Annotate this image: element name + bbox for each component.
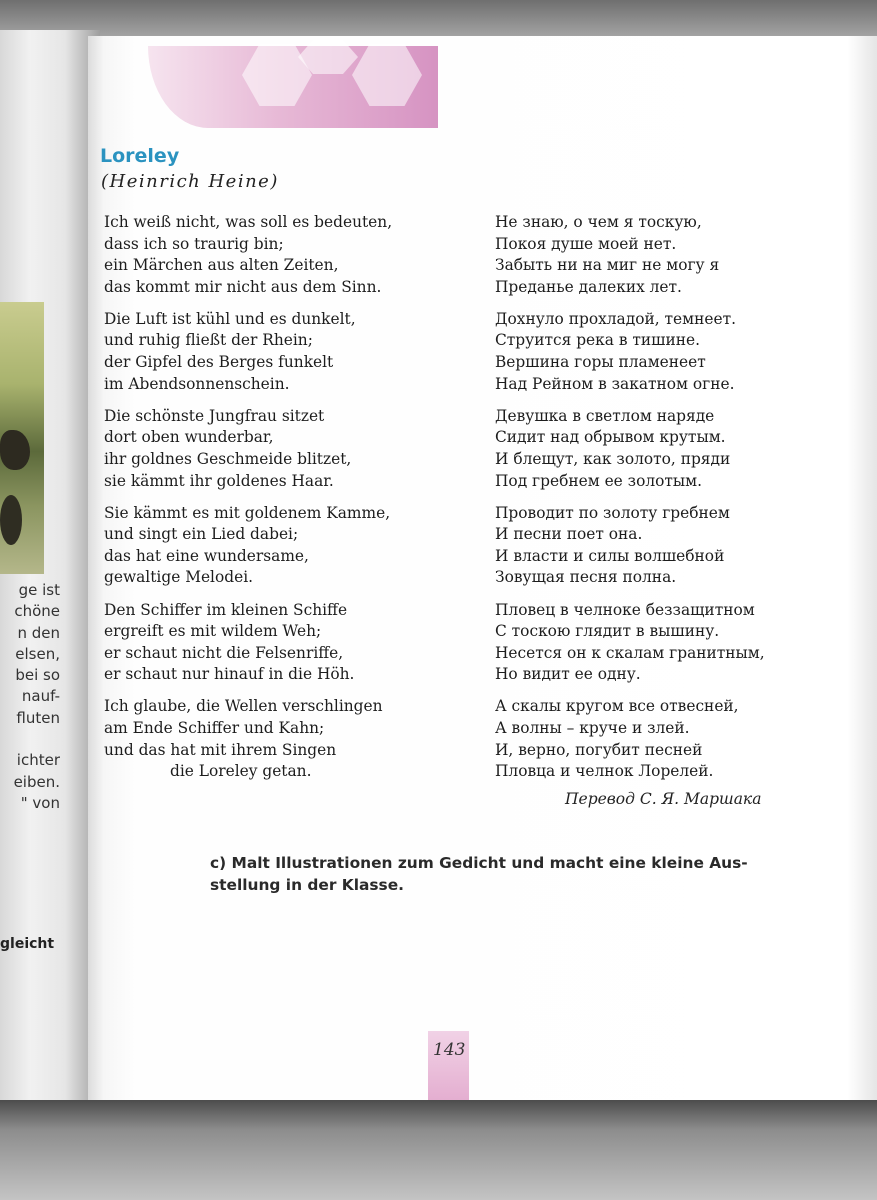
german-poem-line: Sie kämmt es mit goldenem Kamme, — [104, 503, 391, 522]
german-poem-line: dort oben wunderbar, — [104, 428, 274, 447]
left-illustration-bird-2 — [0, 495, 22, 545]
german-poem-line: am Ende Schiffer und Kahn; — [104, 718, 325, 737]
russian-poem-line: И блещут, как золото, пряди — [495, 449, 731, 468]
task-line-2: stellung in der Klasse. — [210, 876, 404, 894]
russian-poem-line: Под гребнем ее золотым. — [495, 471, 703, 490]
german-poem-line: im Abendsonnenschein. — [104, 374, 290, 393]
german-stanza — [104, 309, 464, 395]
german-poem-line: ergreift es mit wildem Weh; — [104, 622, 322, 641]
german-poem-line: Ich weiß nicht, was soll es bedeuten, — [104, 213, 393, 231]
russian-poem-line: Девушка в светлом наряде — [495, 406, 715, 425]
russian-poem-line: А волны – круче и злей. — [495, 718, 690, 737]
scan-bottom-edge — [0, 1100, 877, 1200]
left-page-fragment-line: fluten — [16, 708, 60, 727]
russian-stanza — [495, 309, 795, 395]
russian-poem-line: Пловца и челнок Лорелей. — [495, 762, 714, 781]
left-page-fragment-line: elsen, — [15, 644, 60, 663]
task-c — [210, 852, 802, 896]
russian-stanza — [495, 600, 795, 686]
german-stanza — [104, 406, 464, 492]
left-page-bold-word: gleicht — [0, 936, 55, 952]
russian-poem-column — [495, 212, 795, 793]
scan-top-edge — [0, 0, 877, 40]
german-poem-line: und ruhig fließt der Rhein; — [104, 331, 313, 350]
russian-poem-line: Проводит по золоту гребнем — [495, 503, 730, 522]
german-poem-line: sie kämmt ihr goldenes Haar. — [104, 471, 334, 490]
russian-poem-line: И власти и силы волшебной — [495, 546, 725, 565]
left-page-fragment-line: n den — [17, 623, 60, 642]
russian-poem-line: Не знаю, о чем я тоскую, — [495, 213, 702, 231]
left-illustration-bird — [0, 430, 30, 470]
german-poem-line: das kommt mir nicht aus dem Sinn. — [104, 277, 382, 296]
russian-stanza — [495, 696, 795, 782]
left-page-fragment-line: nauf- — [21, 687, 60, 706]
left-page-fragment-line: chöne — [14, 602, 60, 621]
left-page-fragment-line: ichter — [16, 751, 60, 770]
russian-poem-line: А скалы кругом все отвесней, — [495, 697, 739, 716]
poem-title: Loreley — [100, 145, 180, 167]
german-poem-line: ein Märchen aus alten Zeiten, — [104, 256, 339, 275]
german-poem-line: Die Luft ist kühl und es dunkelt, — [104, 309, 356, 328]
german-poem-line: die Loreley getan. — [170, 762, 312, 781]
russian-poem-line: Дохнуло прохладой, темнеет. — [495, 309, 736, 328]
russian-poem-line: Сидит над обрывом крутым. — [495, 428, 726, 447]
russian-poem-line: И, верно, погубит песней — [495, 740, 703, 759]
left-page-fragment-line: bei so — [15, 666, 60, 685]
russian-poem-line: Покоя душе моей нет. — [495, 234, 677, 253]
left-page-fragment-line — [0, 729, 60, 750]
russian-stanza — [495, 503, 795, 589]
russian-poem-line: Над Рейном в закатном огне. — [495, 374, 735, 393]
german-poem-line: das hat eine wundersame, — [104, 546, 309, 565]
german-poem-line: der Gipfel des Berges funkelt — [104, 353, 334, 372]
german-stanza — [104, 696, 464, 782]
german-poem-line: dass ich so traurig bin; — [104, 234, 284, 253]
page-number: 143 — [433, 1040, 466, 1060]
page-shadow — [847, 36, 877, 1104]
russian-poem-line: Несется он к скалам гранитным, — [495, 643, 765, 662]
german-poem-line: er schaut nicht die Felsenriffe, — [104, 643, 344, 662]
russian-stanza — [495, 212, 795, 298]
russian-poem-line: И песни поет она. — [495, 525, 643, 544]
german-stanza — [104, 212, 464, 298]
german-poem-line: er schaut nur hinauf in die Höh. — [104, 665, 355, 684]
german-poem-column — [104, 212, 464, 793]
left-page-fragment-line: eiben. — [13, 772, 60, 791]
russian-poem-line: Преданье далеких лет. — [495, 277, 682, 296]
translator-credit: Перевод С. Я. Маршака — [565, 790, 762, 808]
german-stanza — [104, 503, 464, 589]
russian-stanza — [495, 406, 795, 492]
russian-poem-line: Вершина горы пламенеет — [495, 353, 706, 372]
left-page-fragment-line: " von — [20, 793, 60, 812]
german-poem-line: ihr goldnes Geschmeide blitzet, — [104, 449, 352, 468]
russian-poem-line: Но видит ее одну. — [495, 665, 641, 684]
task-line-1: c) Malt Illustrationen zum Gedicht und macht eine kleine Aus- — [210, 854, 748, 872]
left-page-fragment-line: ge ist — [18, 581, 60, 599]
german-poem-line: Ich glaube, die Wellen verschlingen — [104, 697, 383, 716]
russian-poem-line: С тоскою глядит в вышину. — [495, 622, 720, 641]
german-poem-line: und das hat mit ihrem Singen — [104, 740, 337, 759]
german-poem-line: Die schönste Jungfrau sitzet — [104, 406, 325, 425]
german-poem-line: Den Schiffer im kleinen Schiffe — [104, 600, 348, 619]
german-stanza — [104, 600, 464, 686]
poem-author: (Heinrich Heine) — [101, 171, 279, 192]
russian-poem-line: Струится река в тишине. — [495, 331, 700, 350]
russian-poem-line: Пловец в челноке беззащитном — [495, 600, 755, 619]
left-page-text-fragments — [0, 580, 60, 814]
german-poem-line: und singt ein Lied dabei; — [104, 525, 299, 544]
german-poem-line: gewaltige Melodei. — [104, 568, 254, 587]
russian-poem-line: Зовущая песня полна. — [495, 568, 677, 587]
russian-poem-line: Забыть ни на миг не могу я — [495, 256, 720, 275]
